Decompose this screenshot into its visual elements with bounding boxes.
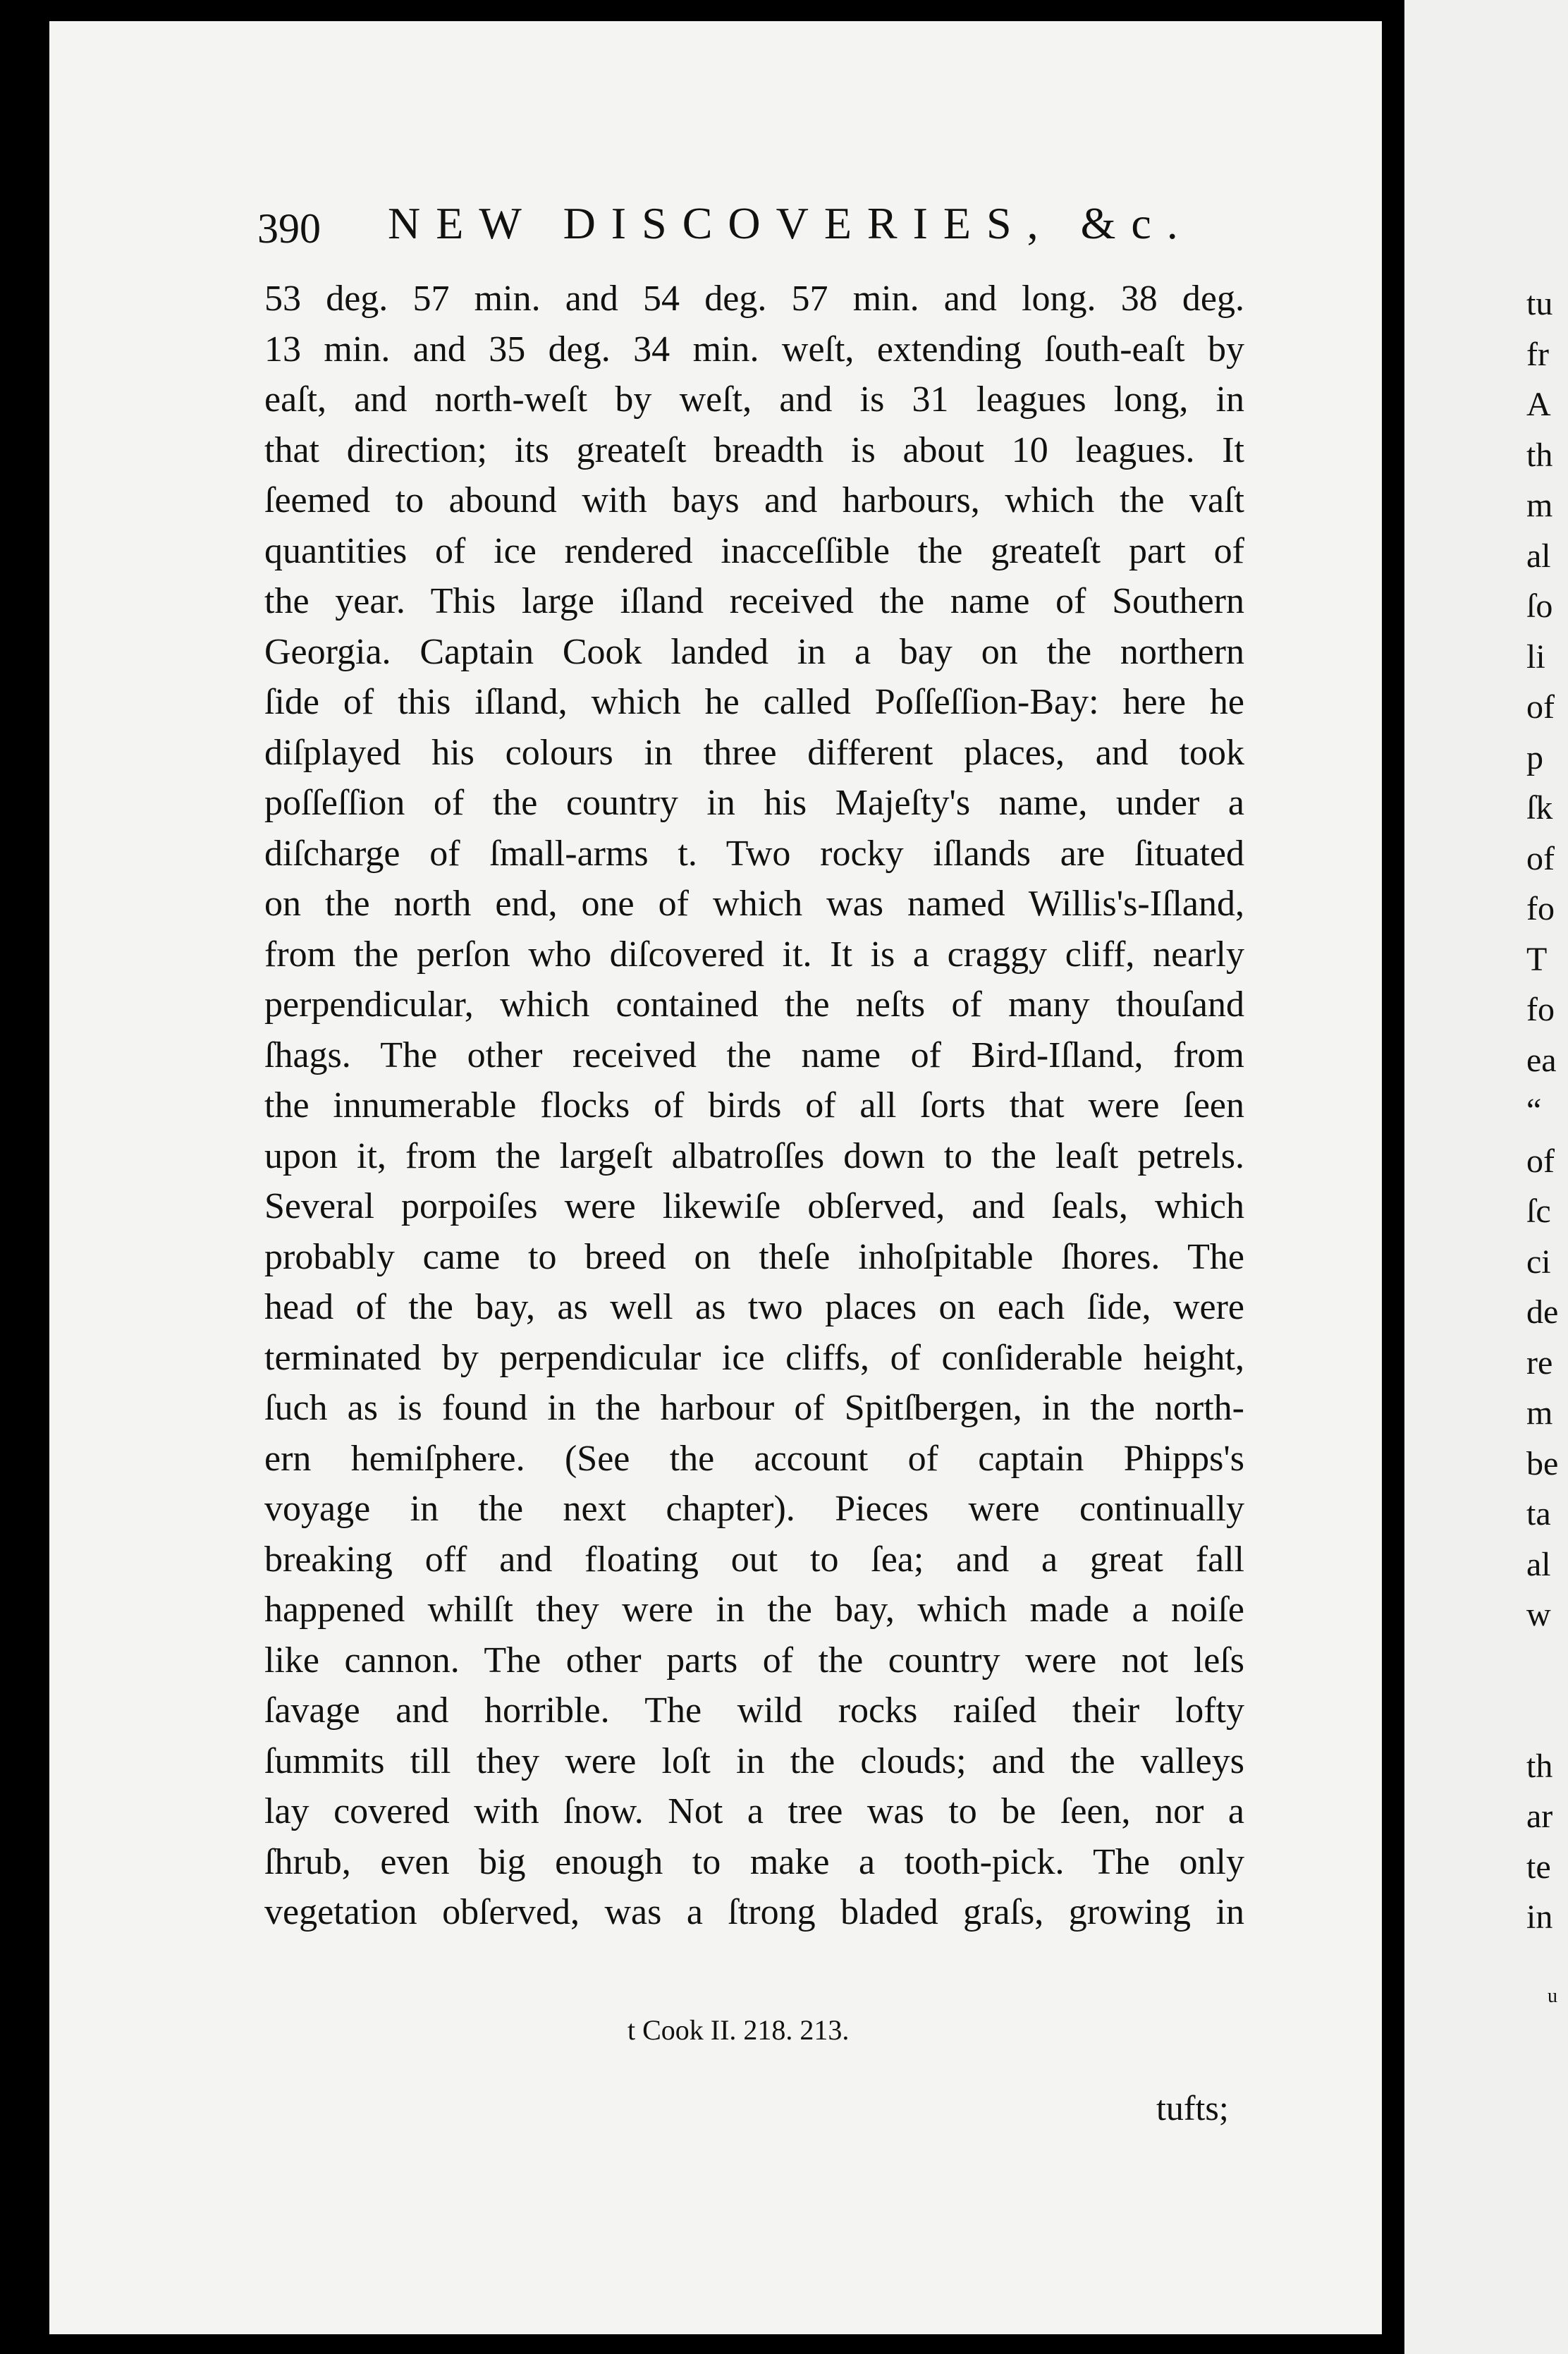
text-line: perpendicular, which contained the neſts of many thouſand [264, 984, 1244, 1025]
facing-page-line-fragment: th [1526, 436, 1553, 474]
facing-page-line-fragment: th [1526, 1747, 1553, 1785]
facing-page-line-fragment: ea [1526, 1041, 1557, 1079]
facing-page-line-fragment: ſc [1526, 1193, 1551, 1230]
text-line: ſhrub, even big enough to make a tooth-pick. The only [264, 1841, 1244, 1882]
footnote: t Cook II. 218. 213. [627, 2014, 850, 2046]
text-line: on the north end, one of which was named Willis's-Iſland, [264, 884, 1244, 924]
text-line: ſeemed to abound with bays and harbours, which the vaſt [264, 480, 1244, 520]
text-line: the innumerable flocks of birds of all ſorts that were ſeen [264, 1085, 1244, 1126]
facing-page-footnote-mark: u [1548, 1985, 1557, 2007]
facing-page-line-fragment: ci [1526, 1243, 1551, 1281]
page-number: 390 [257, 205, 321, 252]
text-line: ſavage and horrible. The wild rocks raiſed their lofty [264, 1690, 1244, 1731]
text-line: ſuch as is found in the harbour of Spitſbergen, in the north- [264, 1388, 1244, 1428]
text-line: lay covered with ſnow. Not a tree was to be ſeen, nor a [264, 1791, 1244, 1831]
facing-page-line-fragment: T [1526, 940, 1548, 978]
facing-page-line-fragment: al [1526, 1545, 1551, 1583]
facing-page-line-fragment: be [1526, 1444, 1559, 1482]
body-text [264, 274, 1244, 1938]
facing-page-line-fragment: ar [1526, 1798, 1553, 1835]
facing-page-line-fragment: al [1526, 537, 1551, 575]
text-line: head of the bay, as well as two places on each ſide, were [264, 1287, 1244, 1327]
facing-page-line-fragment: fo [1526, 991, 1555, 1028]
facing-page-line-fragment: m [1526, 487, 1553, 524]
facing-page-line-fragment: m [1526, 1394, 1553, 1432]
facing-page-line-fragment: p [1526, 738, 1543, 776]
text-line: 53 deg. 57 min. and 54 deg. 57 min. and long. 38 deg. [264, 279, 1244, 319]
catchword: tufts; [1156, 2088, 1229, 2128]
facing-page-line-fragment: ſo [1526, 587, 1553, 625]
text-line: diſcharge of ſmall-arms t. Two rocky iſlands are ſituated [264, 833, 1244, 874]
facing-page-line-fragment: “ [1526, 1092, 1542, 1129]
facing-page-line-fragment [1526, 1690, 1558, 1741]
facing-page-line-fragment: of [1526, 688, 1555, 726]
facing-page-line-fragment: w [1526, 1596, 1551, 1633]
facing-page-line-fragment: fo [1526, 890, 1555, 927]
facing-page-line-fragment: li [1526, 638, 1545, 676]
text-line: probably came to breed on theſe inhoſpitable ſhores. The [264, 1236, 1244, 1277]
text-line: eaſt, and north-weſt by weſt, and is 31 leagues long, in [264, 379, 1244, 420]
facing-page-line-fragment: re [1526, 1343, 1553, 1382]
text-line: upon it, from the largeſt albatroſſes down to the leaſt petrels. [264, 1135, 1244, 1176]
text-line: that direction; its greateſt breadth is about 10 leagues. It [264, 429, 1244, 470]
facing-page-line-fragment: te [1526, 1848, 1551, 1886]
text-line: happened whilſt they were in the bay, which made a noiſe [264, 1590, 1244, 1630]
facing-page-text [1526, 279, 1558, 1943]
text-line: ſide of this iſland, which he called Poſſeſſion-Bay: here he [264, 682, 1244, 722]
facing-page-line-fragment: ſk [1526, 789, 1553, 827]
text-line: terminated by perpendicular ice cliffs, of conſiderable height, [264, 1337, 1244, 1378]
text-line: voyage in the next chapter). Pieces were continually [264, 1489, 1244, 1529]
facing-page-line-fragment: of [1526, 839, 1555, 877]
facing-page-line-fragment: de [1526, 1293, 1559, 1331]
running-head [257, 197, 1266, 261]
text-line: poſſeſſion of the country in his Majeſty's name, under a [264, 783, 1244, 823]
text-line: ern hemiſphere. (See the account of captain Phipps's [264, 1438, 1244, 1479]
facing-page-line-fragment: ta [1526, 1495, 1551, 1532]
text-line: quantities of ice rendered inacceſſible the greateſt part of [264, 530, 1244, 571]
running-title: NEW DISCOVERIES, &c. [388, 198, 1194, 248]
text-line: diſplayed his colours in three different places, and took [264, 732, 1244, 773]
text-line: ſhags. The other received the name of Bird-Iſland, from [264, 1035, 1244, 1075]
facing-page-line-fragment: in [1526, 1898, 1553, 1936]
text-line: breaking off and floating out to ſea; and a great fall [264, 1539, 1244, 1580]
facing-page-line-fragment: tu [1526, 285, 1553, 322]
text-line: the year. This large iſland received the name of Southern [264, 581, 1244, 621]
text-line: Several porpoiſes were likewiſe obſerved, and ſeals, which [264, 1186, 1244, 1226]
text-line: from the perſon who diſcovered it. It is a craggy cliff, nearly [264, 934, 1244, 975]
text-line: ſummits till they were loſt in the clouds; and the valleys [264, 1740, 1244, 1781]
facing-page-line-fragment: of [1526, 1142, 1555, 1180]
text-line: vegetation obſerved, was a ſtrong bladed graſs, growing in [264, 1892, 1244, 1932]
text-line: like cannon. The other parts of the country were not leſs [264, 1640, 1244, 1681]
facing-page-line-fragment: A [1526, 386, 1551, 423]
facing-page-line-fragment [1526, 1640, 1558, 1691]
text-line: 13 min. and 35 deg. 34 min. weſt, extending ſouth-eaſt by [264, 329, 1244, 370]
facing-page-line-fragment: fr [1526, 335, 1549, 373]
text-line: Georgia. Captain Cook landed in a bay on the northern [264, 631, 1244, 672]
